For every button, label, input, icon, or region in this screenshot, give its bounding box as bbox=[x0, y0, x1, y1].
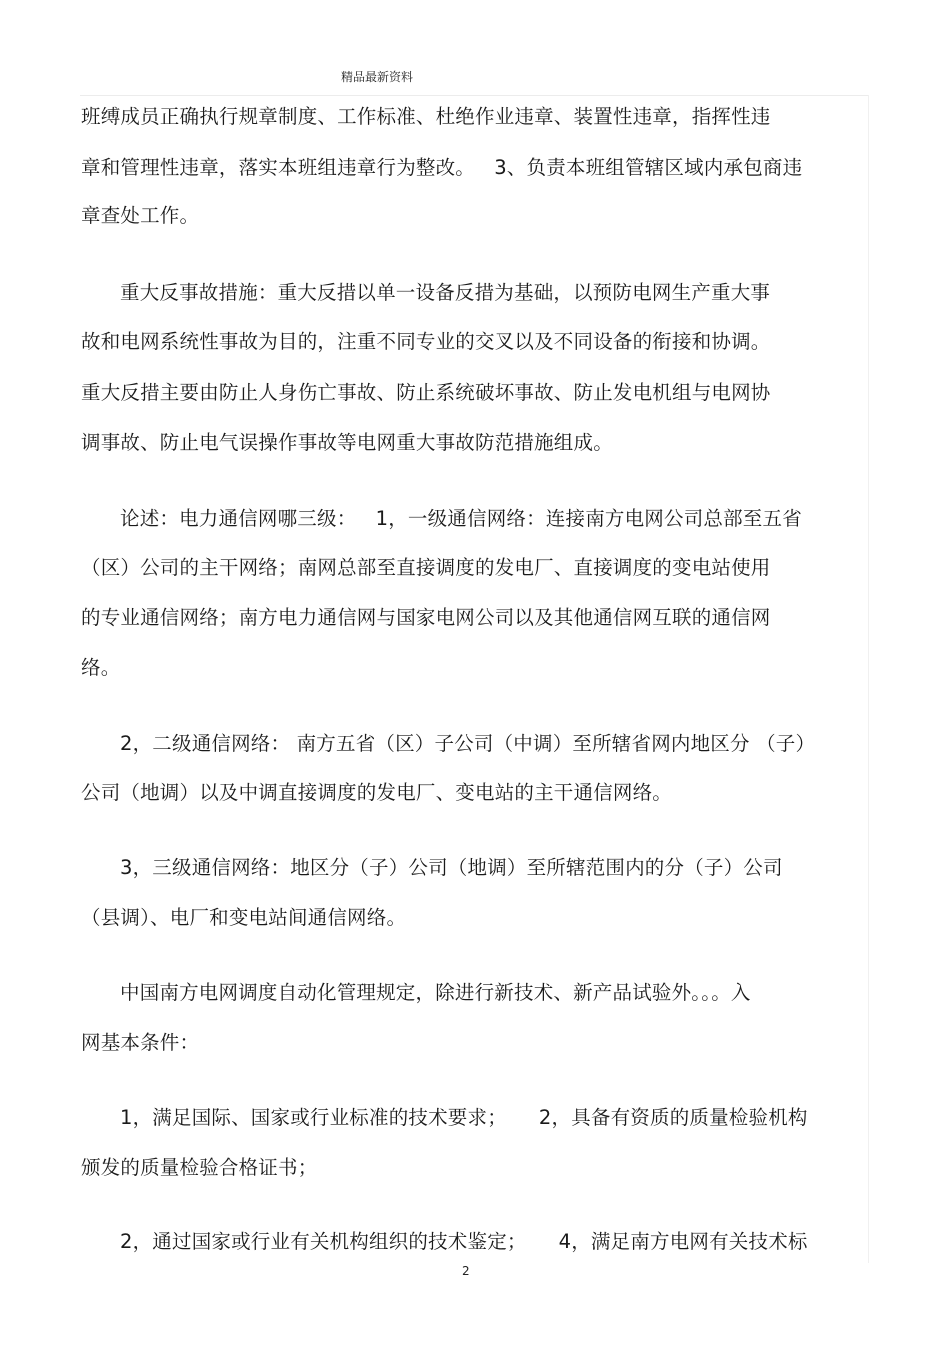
text-line: （区）公司的主干网络；南网总部至直接调度的发电厂、直接调度的变电站使用 bbox=[81, 556, 771, 579]
text-line: 论述：电力通信网哪三级： 1，一级通信网络：连接南方电网公司总部至五省 bbox=[120, 507, 802, 530]
text-line: 络。 bbox=[81, 656, 121, 679]
header-divider bbox=[80, 95, 869, 96]
text-line: 章和管理性违章，落实本班组违章行为整改。 3、负责本班组管辖区域内承包商违 bbox=[81, 156, 803, 179]
text-line: 1，满足国际、国家或行业标准的技术要求； 2，具备有资质的质量检验机构 bbox=[120, 1106, 808, 1129]
text-line: 班缚成员正确执行规章制度、工作标准、杜绝作业违章、装置性违章，指挥性违 bbox=[81, 105, 771, 128]
text-line: 重大反措主要由防止人身伤亡事故、防止系统破坏事故、防止发电机组与电网协 bbox=[81, 381, 771, 404]
text-line: 中国南方电网调度自动化管理规定，除进行新技术、新产品试验外。。。入 bbox=[120, 981, 751, 1004]
text-line: 公司（地调）以及中调直接调度的发电厂、变电站的主干通信网络。 bbox=[81, 781, 673, 804]
text-line: 的专业通信网络；南方电力通信网与国家电网公司以及其他通信网互联的通信网 bbox=[81, 606, 771, 629]
page-header-title: 精品最新资料 bbox=[341, 70, 414, 84]
page-number: 2 bbox=[462, 1264, 470, 1278]
text-line: （县调）、电厂和变电站间通信网络。 bbox=[81, 906, 407, 929]
text-line: 调事故、防止电气误操作事故等电网重大事故防范措施组成。 bbox=[81, 431, 613, 454]
text-line: 章查处工作。 bbox=[81, 204, 200, 227]
text-line: 重大反事故措施：重大反措以单一设备反措为基础，以预防电网生产重大事 bbox=[120, 281, 771, 304]
text-line: 故和电网系统性事故为目的，注重不同专业的交叉以及不同设备的衔接和协调。 bbox=[81, 330, 771, 353]
text-line: 2，通过国家或行业有关机构组织的技术鉴定； 4，满足南方电网有关技术标 bbox=[120, 1230, 808, 1253]
text-line: 2，二级通信网络： 南方五省（区）子公司（中调）至所辖省网内地区分 （子） bbox=[120, 732, 816, 755]
text-line: 颁发的质量检验合格证书； bbox=[81, 1156, 318, 1179]
right-margin-rule bbox=[868, 95, 869, 1263]
text-line: 网基本条件： bbox=[81, 1031, 200, 1054]
text-line: 3，三级通信网络：地区分（子）公司（地调）至所辖范围内的分（子）公司 bbox=[120, 856, 783, 879]
